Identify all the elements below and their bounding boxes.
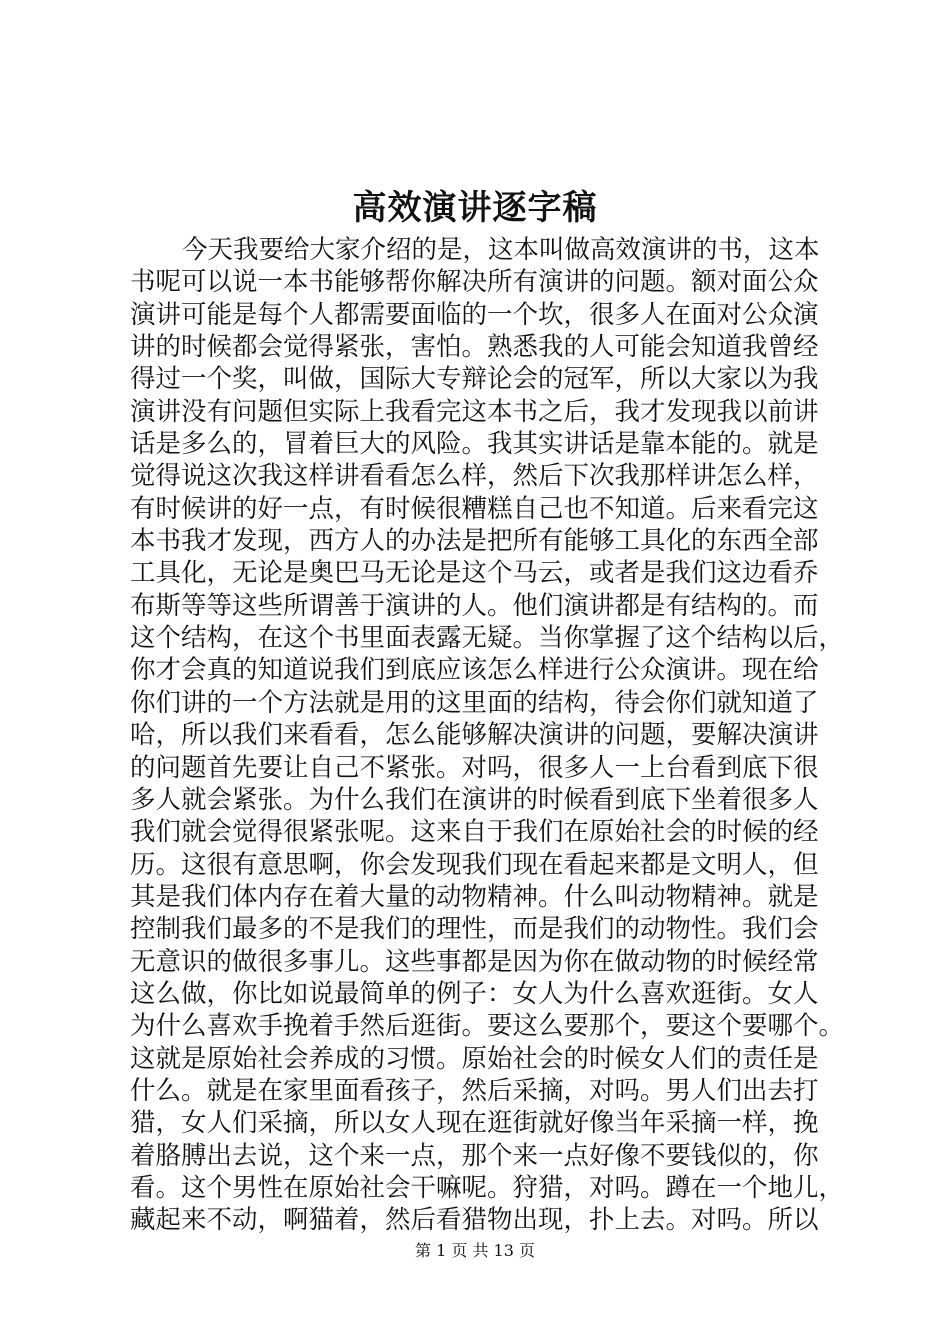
body-line: 今天我要给大家介绍的是，这本叫做高效演讲的书，这本 [182, 235, 820, 265]
body-line: 什么。就是在家里面看孩子，然后采摘，对吗。男人们出去打 [130, 1075, 819, 1106]
body-line: 工具化，无论是奥巴马无论是这个马云，或者是我们这边看乔 [130, 558, 819, 589]
body-line: 无意识的做很多事儿。这些事都是因为你在做动物的时候经常 [130, 946, 819, 977]
body-line: 其是我们体内存在着大量的动物精神。什么叫动物精神。就是 [130, 881, 819, 912]
body-line: 的问题首先要让自己不紧张。对吗，很多人一上台看到底下很 [130, 752, 819, 783]
body-line: 这个结构，在这个书里面表露无疑。当你掌握了这个结构以后， [130, 623, 845, 654]
body-line: 我们就会觉得很紧张呢。这来自于我们在原始社会的时候的经 [130, 817, 819, 848]
body-line: 为什么喜欢手挽着手然后逛街。要这么要那个，要这个要哪个。 [130, 1011, 845, 1042]
body-line: 讲的时候都会觉得紧张，害怕。熟悉我的人可能会知道我曾经 [130, 332, 819, 363]
body-line: 藏起来不动，啊猫着，然后看猎物出现，扑上去。对吗。所以 [130, 1205, 819, 1236]
body-line: 本书我才发现，西方人的办法是把所有能够工具化的东西全部 [130, 526, 819, 557]
body-line: 猎，女人们采摘，所以女人现在逛街就好像当年采摘一样，挽 [130, 1108, 819, 1139]
body-line: 你才会真的知道说我们到底应该怎么样进行公众演讲。现在给 [130, 655, 819, 686]
body-line: 控制我们最多的不是我们的理性，而是我们的动物性。我们会 [130, 914, 819, 945]
body-line: 历。这很有意思啊，你会发现我们现在看起来都是文明人，但 [130, 849, 819, 880]
body-line: 书呢可以说一本书能够帮你解决所有演讲的问题。额对面公众 [130, 267, 819, 298]
body-line: 布斯等等这些所谓善于演讲的人。他们演讲都是有结构的。而 [130, 590, 819, 621]
body-line: 得过一个奖，叫做，国际大专辩论会的冠军，所以大家以为我 [130, 364, 819, 395]
body-line: 这就是原始社会养成的习惯。原始社会的时候女人们的责任是 [130, 1043, 819, 1074]
body-line: 觉得说这次我这样讲看看怎么样，然后下次我那样讲怎么样， [130, 461, 819, 492]
page-number-footer: 第 1 页 共 13 页 [415, 1241, 535, 1260]
body-line: 多人就会紧张。为什么我们在演讲的时候看到底下坐着很多人 [130, 784, 819, 815]
body-line: 演讲可能是每个人都需要面临的一个坎，很多人在面对公众演 [130, 299, 819, 330]
body-line: 这么做，你比如说最简单的例子：女人为什么喜欢逛街。女人 [130, 978, 819, 1009]
document-title: 高效演讲逐字稿 [352, 188, 598, 228]
body-line: 话是多么的，冒着巨大的风险。我其实讲话是靠本能的。就是 [130, 429, 819, 460]
body-line: 哈，所以我们来看看，怎么能够解决演讲的问题，要解决演讲 [130, 720, 819, 751]
body-line: 着胳膊出去说，这个来一点，那个来一点好像不要钱似的，你 [130, 1140, 819, 1171]
body-line: 看。这个男性在原始社会干嘛呢。狩猎，对吗。蹲在一个地儿， [130, 1172, 845, 1203]
document-body [130, 234, 845, 1237]
body-line: 演讲没有问题但实际上我看完这本书之后，我才发现我以前讲 [130, 396, 819, 427]
body-line: 有时候讲的好一点，有时候很糟糕自己也不知道。后来看完这 [130, 493, 819, 524]
body-line: 你们讲的一个方法就是用的这里面的结构，待会你们就知道了 [130, 687, 819, 718]
